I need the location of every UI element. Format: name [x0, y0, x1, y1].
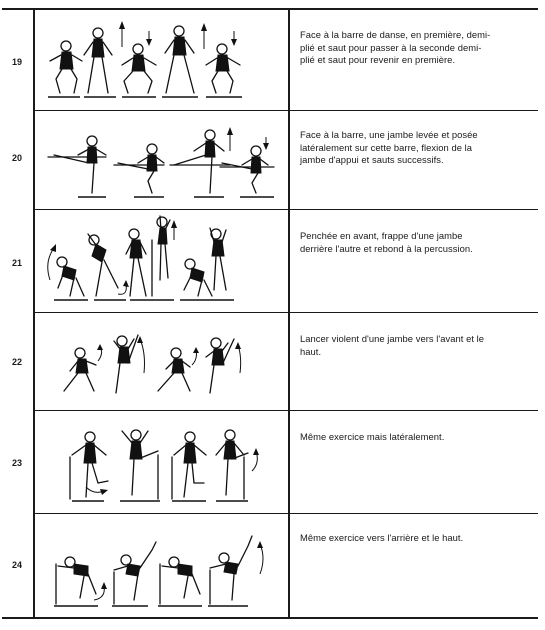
exercise-row-24	[0, 514, 545, 617]
dancer-figure	[48, 244, 84, 296]
exercise-description: Même exercice mais latéralement.	[300, 431, 445, 442]
exercise-number: 22	[11, 357, 22, 367]
exercise-illustration-21	[34, 210, 286, 312]
exercise-number: 21	[11, 258, 22, 268]
dancer-figure	[172, 432, 206, 499]
exercise-description: Face à la barre de danse, en première, demi- plié et saut pour passer à la seconde demi- plié et saut pour revenir en première.	[300, 29, 491, 66]
dancer-figure	[56, 557, 107, 604]
dancer-figure	[122, 430, 158, 499]
exercise-row-19	[0, 9, 545, 110]
dancer-figure	[114, 144, 164, 193]
dancer-figure	[157, 216, 177, 280]
dancer-figure	[126, 229, 152, 296]
exercise-description: Face à la barre, une jambe levée et posée latéralement sur cette barre, flexion de la jambe d'appui et sauts successifs.	[300, 129, 478, 166]
exercise-illustration-23	[34, 411, 286, 513]
exercise-description: Penchée en avant, frappe d'une jambe derrière l'autre et rebond à la percussion.	[300, 230, 473, 254]
dancer-figure	[114, 335, 145, 393]
dancer-figure	[70, 432, 108, 499]
dancer-figure	[206, 338, 241, 393]
dancer-figure	[206, 31, 240, 93]
dancer-figure	[210, 536, 263, 604]
exercise-number: 24	[11, 560, 22, 570]
exercise-description: Lancer violent d'une jambe vers l'avant et le haut.	[300, 333, 485, 357]
exercise-row-20	[0, 111, 545, 209]
dancer-figure	[158, 347, 199, 391]
exercise-description: Même exercice vers l'arrière et le haut.	[300, 532, 464, 543]
dancer-figure	[160, 557, 200, 604]
exercise-illustration-24	[34, 514, 286, 617]
exercise-number: 20	[11, 153, 22, 163]
dancer-figure	[64, 344, 103, 391]
dancer-figure	[210, 228, 226, 290]
table-bottom-rule	[2, 617, 538, 619]
dancer-figure	[48, 136, 106, 193]
exercise-row-23	[0, 411, 545, 513]
exercise-number: 19	[11, 57, 22, 67]
exercise-illustration-20	[34, 111, 286, 209]
dancer-figure	[165, 23, 207, 93]
exercise-illustration-19	[34, 9, 286, 110]
exercise-row-22	[0, 313, 545, 410]
exercise-number: 23	[11, 458, 22, 468]
dancer-figure	[170, 127, 233, 193]
dancer-figure	[114, 542, 156, 604]
dancer-figure	[84, 21, 125, 93]
dancer-figure	[216, 430, 259, 499]
exercise-row-21	[0, 210, 545, 312]
dancer-figure	[184, 259, 212, 296]
dancer-figure	[88, 234, 129, 296]
dancer-figure	[122, 31, 156, 93]
exercise-illustration-22	[34, 313, 286, 410]
dancer-figure	[50, 41, 82, 93]
